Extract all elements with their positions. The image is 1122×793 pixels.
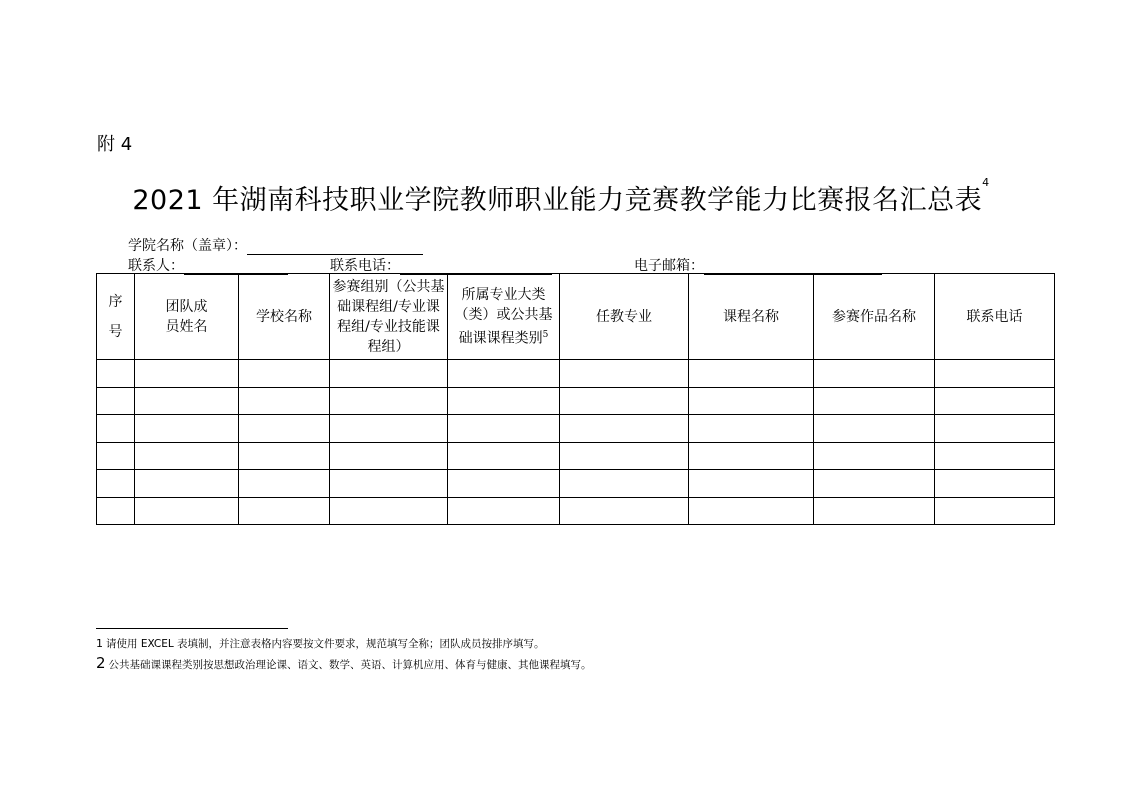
cell[interactable] <box>135 442 239 470</box>
header-major-text: 所属专业大类（类）或公共基础课课程类别 <box>454 286 553 347</box>
cell[interactable] <box>239 442 330 470</box>
page-title <box>0 178 1122 217</box>
table-row <box>97 360 1055 388</box>
cell[interactable] <box>560 415 689 443</box>
cell[interactable] <box>97 442 135 470</box>
cell[interactable] <box>97 360 135 388</box>
cell[interactable] <box>330 497 448 525</box>
cell[interactable] <box>814 497 935 525</box>
header-school: 学校名称 <box>239 274 330 360</box>
footnote-2-text: 公共基础课课程类别按思想政治理论课、语文、数学、英语、计算机应用、体育与健康、其他课程填写。 <box>108 659 592 671</box>
cell[interactable] <box>135 415 239 443</box>
cell[interactable] <box>689 470 814 498</box>
header-major-ref: 5 <box>542 329 549 340</box>
contact-field <box>128 255 288 275</box>
contact-label: 联系人： <box>128 258 184 274</box>
cell[interactable] <box>135 497 239 525</box>
college-field <box>128 235 423 255</box>
cell[interactable] <box>814 360 935 388</box>
cell[interactable] <box>814 442 935 470</box>
table-row <box>97 470 1055 498</box>
header-group: 参赛组别（公共基础课程组/专业课程组/专业技能课程组） <box>330 274 448 360</box>
footnote-2 <box>96 654 592 672</box>
cell[interactable] <box>560 387 689 415</box>
header-work: 参赛作品名称 <box>814 274 935 360</box>
cell[interactable] <box>330 387 448 415</box>
footnote-2-num: 2 <box>96 654 106 672</box>
cell[interactable] <box>448 442 560 470</box>
cell[interactable] <box>448 415 560 443</box>
cell[interactable] <box>330 442 448 470</box>
table-row <box>97 387 1055 415</box>
cell[interactable] <box>560 442 689 470</box>
cell[interactable] <box>448 360 560 388</box>
cell[interactable] <box>239 360 330 388</box>
footnote-1 <box>96 636 545 651</box>
college-label: 学院名称（盖章）： <box>128 238 247 254</box>
cell[interactable] <box>560 497 689 525</box>
cell[interactable] <box>814 387 935 415</box>
cell[interactable] <box>814 470 935 498</box>
table-row <box>97 497 1055 525</box>
cell[interactable] <box>689 442 814 470</box>
cell[interactable] <box>239 497 330 525</box>
footnote-1-num: 1 <box>96 637 103 650</box>
phone-label: 联系电话： <box>330 258 400 274</box>
cell[interactable] <box>239 415 330 443</box>
table-row <box>97 442 1055 470</box>
footnote-separator <box>96 628 288 629</box>
cell[interactable] <box>330 415 448 443</box>
cell[interactable] <box>689 360 814 388</box>
cell[interactable] <box>448 497 560 525</box>
header-serial-1: 序 <box>108 293 123 310</box>
college-blank[interactable] <box>247 239 423 255</box>
cell[interactable] <box>935 387 1055 415</box>
header-serial <box>97 274 135 360</box>
cell[interactable] <box>135 470 239 498</box>
cell[interactable] <box>689 497 814 525</box>
registration-table <box>96 273 1055 525</box>
phone-field <box>330 255 552 275</box>
cell[interactable] <box>560 470 689 498</box>
email-field <box>634 255 882 275</box>
header-team <box>135 274 239 360</box>
cell[interactable] <box>97 470 135 498</box>
cell[interactable] <box>814 415 935 443</box>
header-serial-2: 号 <box>108 323 123 340</box>
cell[interactable] <box>560 360 689 388</box>
header-team-text: 团队成员姓名 <box>165 298 208 335</box>
cell[interactable] <box>239 470 330 498</box>
cell[interactable] <box>330 470 448 498</box>
cell[interactable] <box>689 415 814 443</box>
header-course: 课程名称 <box>689 274 814 360</box>
footnote-1-text: 请使用 EXCEL 表填制，并注意表格内容要按文件要求，规范填写全称；团队成员按排序填写。 <box>106 638 545 650</box>
cell[interactable] <box>135 360 239 388</box>
cell[interactable] <box>239 387 330 415</box>
header-major <box>448 274 560 360</box>
cell[interactable] <box>935 415 1055 443</box>
cell[interactable] <box>135 387 239 415</box>
appendix-label: 附 4 <box>97 134 133 155</box>
header-teaching: 任教专业 <box>560 274 689 360</box>
cell[interactable] <box>97 387 135 415</box>
header-tel: 联系电话 <box>935 274 1055 360</box>
cell[interactable] <box>97 497 135 525</box>
cell[interactable] <box>330 360 448 388</box>
table-row <box>97 415 1055 443</box>
cell[interactable] <box>448 387 560 415</box>
email-label: 电子邮箱： <box>634 258 704 274</box>
cell[interactable] <box>935 442 1055 470</box>
cell[interactable] <box>935 497 1055 525</box>
cell[interactable] <box>97 415 135 443</box>
cell[interactable] <box>935 470 1055 498</box>
cell[interactable] <box>689 387 814 415</box>
cell[interactable] <box>935 360 1055 388</box>
header-row <box>97 274 1055 360</box>
cell[interactable] <box>448 470 560 498</box>
title-text: 2021 年湖南科技职业学院教师职业能力竞赛教学能力比赛报名汇总表 <box>132 185 983 216</box>
title-footnote-ref: 4 <box>982 176 990 189</box>
